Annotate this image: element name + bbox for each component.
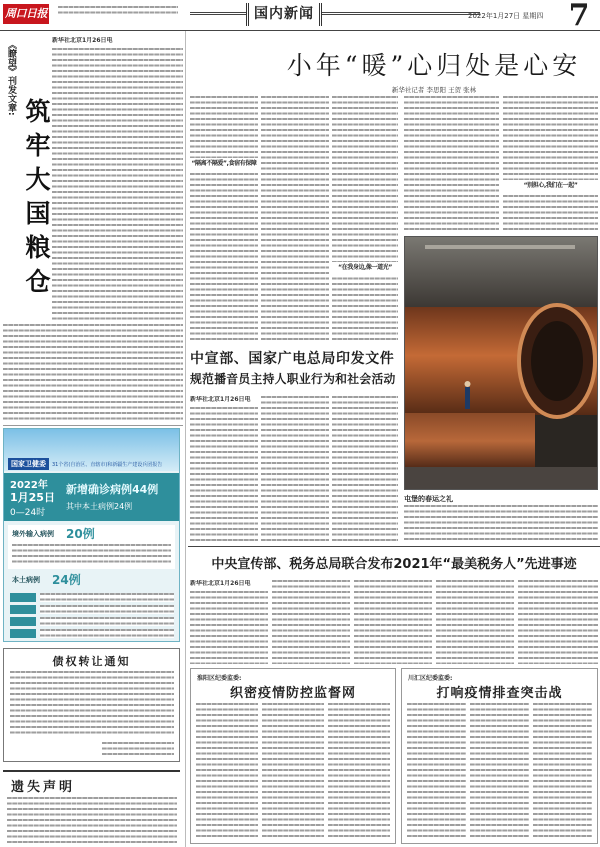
- local-news-column: [533, 703, 592, 839]
- tax-article-column: [518, 580, 598, 664]
- local-news-headline: 织密疫情防控监督网: [229, 686, 356, 701]
- edition-info: [58, 6, 178, 17]
- page-number: 7: [568, 0, 590, 33]
- top-article-column: [404, 96, 499, 232]
- middle-article-dateline: 新华社北京1月26日电: [190, 396, 258, 405]
- section-divider: [188, 546, 600, 547]
- local-news-column: [470, 703, 529, 839]
- covid-new-confirmed: 新增确诊病例44例: [66, 483, 159, 496]
- covid-imported-panel: [8, 525, 175, 569]
- top-article-subhead: “在我身边,像一道光”: [332, 262, 398, 274]
- photo-caption: [404, 494, 598, 542]
- photo-caption-title: 屯堡的春运之礼: [404, 494, 598, 504]
- local-news-column: [196, 703, 258, 839]
- covid-report-date: 1月25日: [10, 491, 55, 504]
- factory-photo-image: [405, 237, 598, 490]
- crane-beam: [425, 245, 575, 249]
- local-news-kicker: 川汇区纪委监委:: [408, 675, 453, 682]
- covid-report-header: [4, 429, 179, 471]
- section-title: 国内新闻: [246, 3, 322, 26]
- lost-notice-title: 遗失声明: [11, 780, 76, 795]
- covid-report-scope: 31个省(自治区、直辖市)和新疆生产建设兵团报告: [52, 462, 163, 468]
- lower-steel-cylinder: [405, 413, 535, 469]
- top-article-column: [190, 96, 258, 340]
- tax-article-column: [190, 580, 268, 664]
- tax-article-column: [436, 580, 514, 664]
- local-news-box-right: [401, 668, 598, 844]
- tax-article-dateline: 新华社北京1月26日电: [190, 580, 268, 589]
- top-article-subhead: “别担心,我们在一起”: [503, 180, 598, 192]
- lost-notice-body: [7, 797, 177, 843]
- covid-report-year: 2022年: [10, 480, 48, 491]
- top-article-subhead: “隔离不隔爱”,食宿有保障: [190, 158, 258, 170]
- covid-local-label: 本土病例: [12, 576, 40, 584]
- region-tag: [10, 617, 36, 626]
- top-article-column: [261, 96, 329, 340]
- masthead-divider: [0, 30, 600, 31]
- covid-report-summary: [4, 473, 179, 521]
- worker-head: [465, 381, 471, 387]
- middle-article-column: [190, 396, 258, 542]
- covid-imported-label: 境外输入病例: [12, 530, 54, 538]
- middle-article-column: [261, 396, 329, 542]
- region-tag: [10, 605, 36, 614]
- debt-transfer-notice-signoff: [102, 742, 174, 756]
- local-news-kicker: 淮阳区纪委监委:: [197, 675, 242, 682]
- left-article-headline: 筑牢大国粮仓: [22, 98, 51, 302]
- worker-figure: [465, 387, 470, 409]
- section-rule: [190, 12, 480, 15]
- tax-article-column: [354, 580, 432, 664]
- left-divider: [3, 425, 183, 426]
- debt-transfer-notice-title: 债权转让通知: [52, 655, 131, 668]
- region-row-text: [40, 617, 174, 626]
- debt-transfer-notice: [3, 648, 180, 762]
- covid-local-subtotal: 其中本土病例24例: [66, 502, 133, 511]
- column-divider: [185, 31, 186, 847]
- region-tag: [10, 629, 36, 638]
- workshop-floor: [405, 467, 598, 490]
- news-photo: [404, 236, 598, 490]
- local-news-column: [328, 703, 390, 839]
- local-news-column: [262, 703, 324, 839]
- logo-text: 周口日报: [5, 7, 47, 20]
- region-tag: [10, 593, 36, 602]
- middle-article-column: [332, 396, 398, 542]
- debt-transfer-notice-body: [10, 671, 174, 737]
- top-article-byline: 新华社记者 李思阳 王贺 张林: [391, 86, 477, 94]
- top-article-headline: 小年“暖”心归处是心安: [286, 51, 582, 80]
- top-article-column: [503, 96, 598, 232]
- covid-imported-count: 20例: [66, 527, 95, 541]
- middle-article-headline-line1: 中宣部、国家广电总局印发文件: [190, 351, 395, 367]
- covid-imported-details: [12, 544, 171, 565]
- cylinder-interior: [531, 321, 583, 401]
- covid-report-box: [3, 428, 180, 642]
- covid-local-count: 24例: [52, 573, 81, 587]
- local-news-column: [407, 703, 466, 839]
- tax-article-column: [272, 580, 350, 664]
- top-article-column: [332, 96, 398, 340]
- lost-notice: [3, 770, 180, 844]
- covid-source-badge: 国家卫健委: [8, 458, 49, 470]
- masthead-logo: [3, 4, 49, 24]
- covid-report-time: 0—24时: [10, 508, 46, 518]
- issue-date: 2022年1月27日 星期四: [468, 12, 544, 20]
- region-row-text: [40, 593, 174, 602]
- middle-article-headline-line2: 规范播音员主持人职业行为和社会活动: [190, 372, 396, 386]
- region-row-text: [40, 605, 174, 614]
- left-article-kicker: 《瞭望》刊发文章:: [6, 40, 16, 116]
- local-news-box-left: [190, 668, 396, 844]
- left-article-body: [52, 37, 183, 321]
- left-article-dateline: 新华社北京1月26日电: [52, 37, 183, 46]
- tax-article-headline: 中央宣传部、税务总局联合发布2021年“最美税务人”先进事迹: [211, 557, 577, 572]
- local-news-headline: 打响疫情排查突击战: [436, 686, 563, 701]
- left-article-body-continued: [3, 324, 183, 422]
- region-row-text: [40, 629, 174, 638]
